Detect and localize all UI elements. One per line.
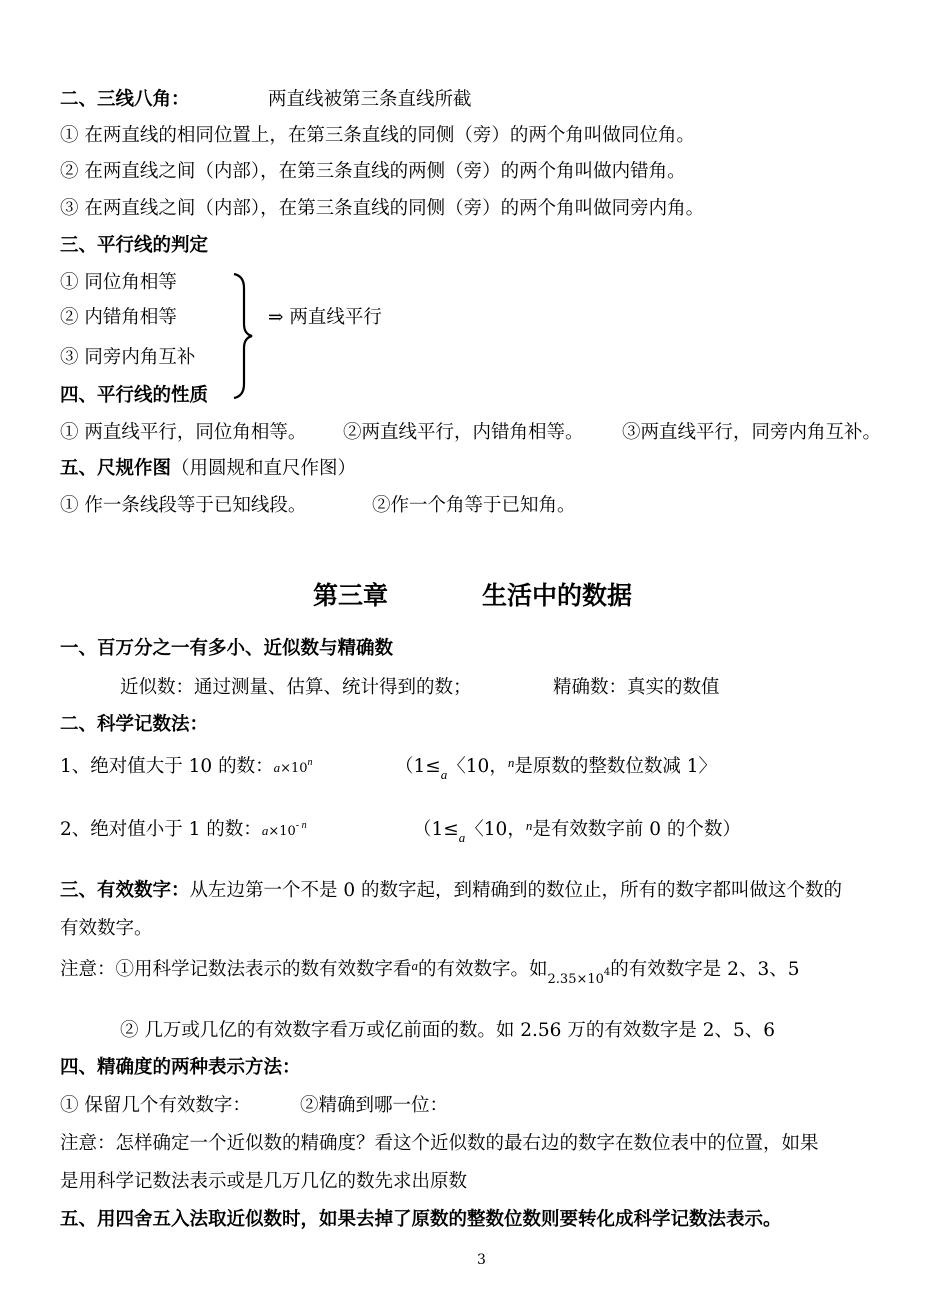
list-item: ① 同位角相等 (60, 272, 177, 293)
list-item: ②作一个角等于已知角。 (372, 495, 576, 516)
right-brace-icon (230, 272, 256, 400)
example-exponent: 4 (603, 967, 611, 978)
condition-open: （1≤ (413, 819, 459, 840)
section-title-text: 五、尺规作图 (60, 458, 172, 479)
precision-note-line-1: 注意：怎样确定一个近似数的精确度？看这个近似数的最右边的数字在数位表中的位置，如果 (60, 1133, 819, 1154)
conclusion-text: ⇒ 两直线平行 (268, 307, 382, 328)
section-title-three-lines-eight-angles: 二、三线八角： (60, 89, 190, 110)
list-item: ②精确到哪一位： (300, 1095, 449, 1116)
formula-times: ×10 (268, 824, 296, 839)
condition-mid: 〈10， (465, 819, 526, 840)
condition-end: 是原数的整数位数减 1〉 (514, 756, 717, 777)
condition-open: （1≤ (395, 756, 441, 777)
chapter-label: 第三章 (313, 581, 389, 610)
section-title-compass-construction (60, 457, 356, 481)
formula-var-a: a (273, 760, 281, 775)
condition-var-n: n (507, 755, 515, 770)
notation-rule-large (60, 755, 313, 782)
significant-figures-note-1 (60, 958, 800, 985)
formula-var-a: a (261, 823, 269, 838)
formula-times: ×10 (280, 761, 308, 776)
condition-var-n: n (525, 818, 533, 833)
list-item: ②两直线平行，内错角相等。 (343, 422, 584, 443)
notation-condition-small (413, 818, 741, 843)
section-title-scientific-notation: 二、科学记数法： (60, 714, 209, 735)
note-text: 的有效数字。如 (418, 959, 548, 980)
rule-prefix: 2、绝对值小于 1 的数： (60, 819, 262, 840)
notation-rule-small (60, 818, 307, 845)
section-title-rounding: 五、用四舍五入法取近似数时，如果去掉了原数的整数位数则要转化成科学记数法表示。 (60, 1209, 782, 1230)
section-title-significant-figures: 三、有效数字： (60, 880, 190, 901)
list-item: ① 作一条线段等于已知线段。 (60, 495, 307, 516)
section-title-precision: 四、精确度的两种表示方法： (60, 1057, 301, 1078)
list-item: ③ 同旁内角互补 (60, 347, 196, 368)
definition-continuation: 有效数字。 (60, 918, 153, 939)
list-item: ① 在两直线的相同位置上，在第三条直线的同侧（旁）的两个角叫做同位角。 (60, 125, 695, 146)
list-item: ① 两直线平行，同位角相等。 (60, 422, 307, 443)
section-title-parallel-criteria: 三、平行线的判定 (60, 235, 209, 256)
definition-text: 从左边第一个不是 0 的数字起，到精确到的数位止，所有的数字都叫做这个数的 (189, 880, 843, 901)
formula-exponent: n (307, 757, 313, 768)
significant-figures-definition (60, 879, 842, 903)
list-item: ① 保留几个有效数字： (60, 1095, 251, 1116)
list-item: ③两直线平行，同旁内角互补。 (622, 422, 882, 443)
note-text: 注意：①用科学记数法表示的数有效数字看 (60, 959, 412, 980)
condition-mid: 〈10， (447, 756, 508, 777)
list-item: ② 内错角相等 (60, 307, 177, 328)
section-title-approximate-numbers: 一、百万分之一有多小、近似数与精确数 (60, 638, 394, 659)
list-item: ② 在两直线之间（内部），在第三条直线的两侧（旁）的两个角叫做内错角。 (60, 161, 686, 182)
list-item: ③ 在两直线之间（内部），在第三条直线的同侧（旁）的两个角叫做同旁内角。 (60, 198, 705, 219)
section-subtitle: 两直线被第三条直线所截 (268, 89, 472, 110)
example-number: 2.35×10 (547, 972, 604, 987)
page-number: 3 (477, 1252, 486, 1268)
rule-prefix: 1、绝对值大于 10 的数： (60, 756, 274, 777)
chapter-title: 生活中的数据 (482, 581, 633, 610)
condition-end: 是有效数字前 0 的个数） (532, 819, 741, 840)
note-text: 的有效数字是 2、3、5 (610, 959, 800, 980)
significant-figures-note-2: ② 几万或几亿的有效数字看万或亿前面的数。如 2.56 万的有效数字是 2、5、6 (120, 1020, 776, 1041)
note-var-a: a (411, 958, 419, 973)
condition-var-a: a (440, 767, 448, 782)
precision-note-line-2: 是用科学记数法表示或是几万几亿的数先求出原数 (60, 1171, 468, 1192)
condition-var-a: a (458, 830, 466, 845)
section-note: （用圆规和直尺作图） (171, 458, 357, 479)
notation-condition-large (395, 755, 717, 780)
section-title-parallel-properties: 四、平行线的性质 (60, 385, 209, 406)
formula-exponent: - n (295, 820, 307, 831)
definition-exact: 精确数：真实的数值 (553, 677, 720, 698)
definition-approximate: 近似数：通过测量、估算、统计得到的数； (120, 677, 472, 698)
